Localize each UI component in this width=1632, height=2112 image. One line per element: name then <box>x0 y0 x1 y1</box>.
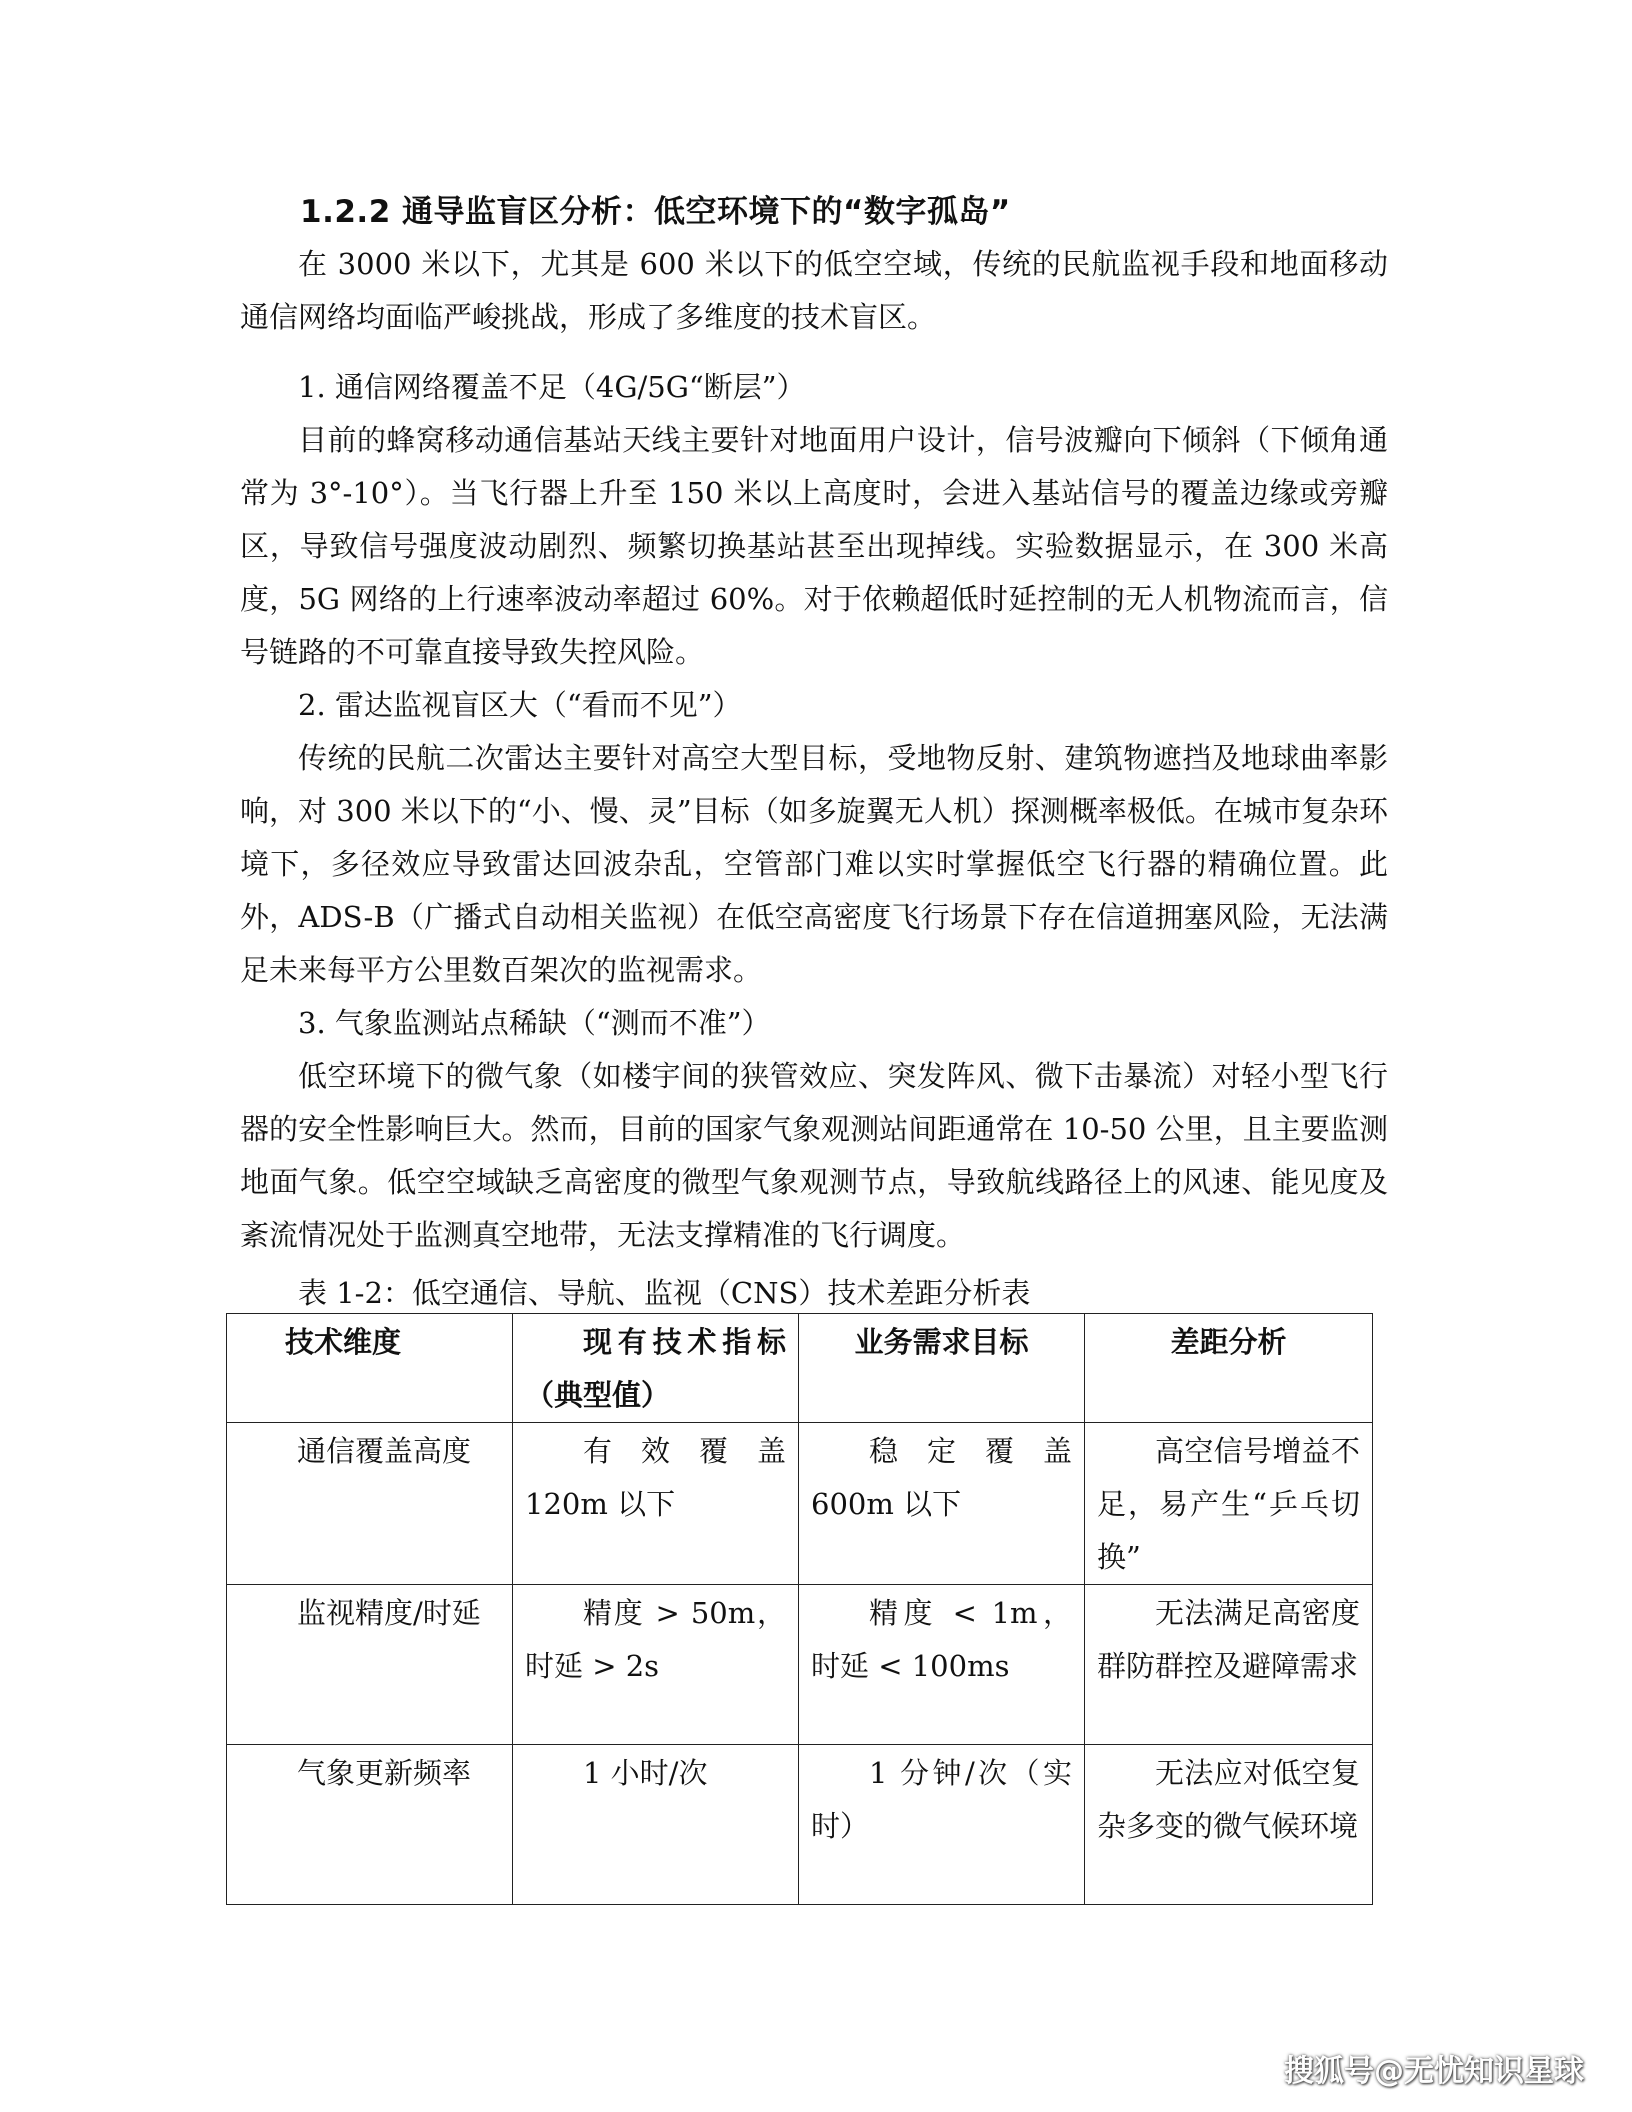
table-row <box>227 1423 1373 1585</box>
table-header-cell: 业务需求目标 <box>799 1314 1085 1423</box>
table-cell: 精度 > 50m，时延 > 2s <box>513 1585 799 1745</box>
item-body-weather: 低空环境下的微气象（如楼宇间的狭管效应、突发阵风、微下击暴流）对轻小型飞行器的安全性影响巨大。然而，目前的国家气象观测站间距通常在 10-50 公里，且主要监测地面气象。低空空域缺乏高密度的微型气象观测节点，导致航线路径上的风速、能见度及紊流情况处于监测真空地带，无法支撑精准的飞行调度。 <box>240 1059 1388 1252</box>
table-caption: 表 1-2：低空通信、导航、监视（CNS）技术差距分析表 <box>298 1276 1031 1310</box>
table-row <box>227 1585 1373 1745</box>
item-title-radar: 2. 雷达监视盲区大（“看而不见”） <box>298 688 742 722</box>
cns-gap-table <box>226 1313 1373 1905</box>
table-cell: 精度 < 1m，时延 < 100ms <box>799 1585 1085 1745</box>
table-cell: 监视精度/时延 <box>227 1585 513 1745</box>
table-row <box>227 1745 1373 1905</box>
table-header-row <box>227 1314 1373 1423</box>
table-header-cell: 现有技术指标（典型值） <box>513 1314 799 1423</box>
table-cell: 1 小时/次 <box>513 1745 799 1905</box>
table-header-cell: 技术维度 <box>227 1314 513 1423</box>
table-cell: 无法应对低空复杂多变的微气候环境 <box>1085 1745 1373 1905</box>
table-cell: 稳定覆盖 600m 以下 <box>799 1423 1085 1585</box>
table-cell: 通信覆盖高度 <box>227 1423 513 1585</box>
table-cell: 有效覆盖 120m 以下 <box>513 1423 799 1585</box>
table-cell: 气象更新频率 <box>227 1745 513 1905</box>
table-cell: 高空信号增益不足，易产生“乒乓切换” <box>1085 1423 1373 1585</box>
table-cell: 1 分钟/次（实时） <box>799 1745 1085 1905</box>
item-title-weather: 3. 气象监测站点稀缺（“测而不准”） <box>298 1006 771 1040</box>
item-body-radar: 传统的民航二次雷达主要针对高空大型目标，受地物反射、建筑物遮挡及地球曲率影响，对 300 米以下的“小、慢、灵”目标（如多旋翼无人机）探测概率极低。在城市复杂环境下，多径效应导致雷达回波杂乱，空管部门难以实时掌握低空飞行器的精确位置。此外，ADS-B（广播式自动相关监视）在低空高密度飞行场景下存在信道拥塞风险，无法满足未来每平方公里数百架次的监视需求。 <box>240 741 1388 987</box>
section-heading: 1.2.2 通导监盲区分析：低空环境下的“数字孤岛” <box>300 194 1011 230</box>
item-body-communication: 目前的蜂窝移动通信基站天线主要针对地面用户设计，信号波瓣向下倾斜（下倾角通常为 3°-10°）。当飞行器上升至 150 米以上高度时，会进入基站信号的覆盖边缘或旁瓣区，导致信号强度波动剧烈、频繁切换基站甚至出现掉线。实验数据显示，在 300 米高度，5G 网络的上行速率波动率超过 60%。对于依赖超低时延控制的无人机物流而言，信号链路的不可靠直接导致失控风险。 <box>240 423 1388 669</box>
intro-paragraph: 在 3000 米以下，尤其是 600 米以下的低空空域，传统的民航监视手段和地面移动通信网络均面临严峻挑战，形成了多维度的技术盲区。 <box>240 247 1388 334</box>
item-title-communication: 1. 通信网络覆盖不足（4G/5G“断层”） <box>298 370 806 404</box>
watermark: 搜狐号@无忧知识星球 <box>1284 2054 1584 2089</box>
table-cell: 无法满足高密度群防群控及避障需求 <box>1085 1585 1373 1745</box>
table-header-cell: 差距分析 <box>1085 1314 1373 1423</box>
